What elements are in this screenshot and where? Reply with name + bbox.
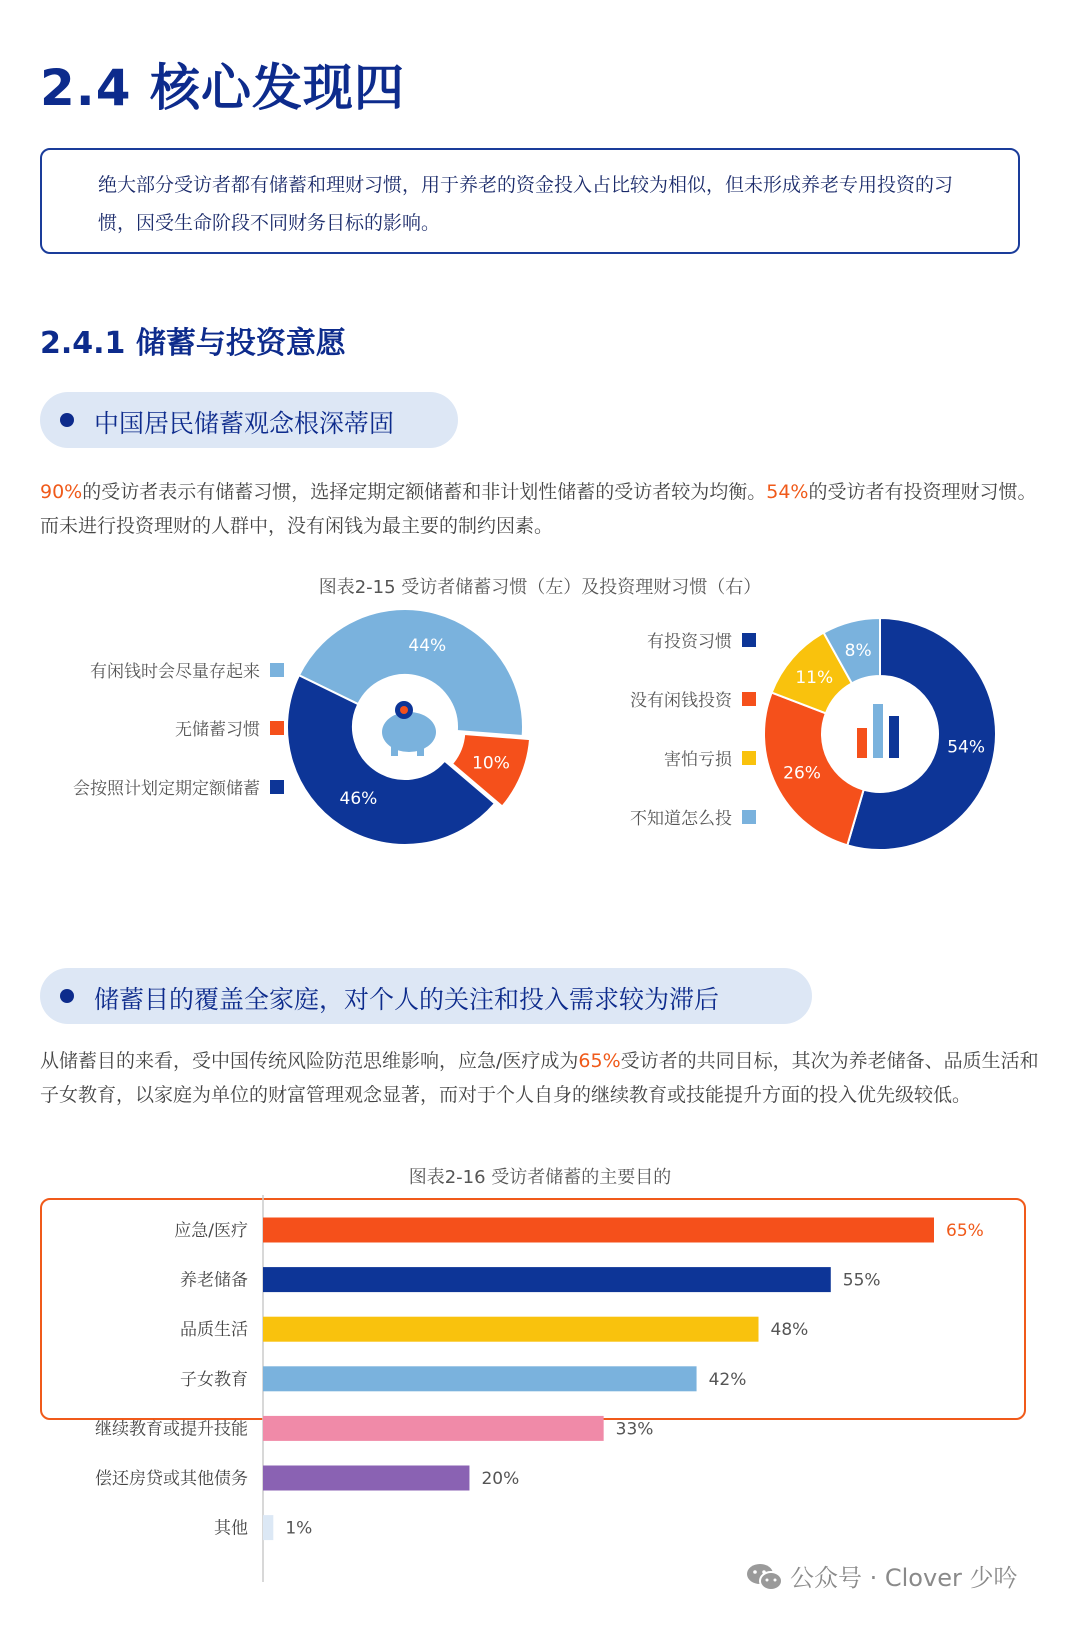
bar-category-label: 继续教育或提升技能 xyxy=(95,1419,248,1440)
wechat-icon xyxy=(746,1562,784,1592)
bar-value-label: 20% xyxy=(481,1469,520,1489)
summary-text: 绝大部分受访者都有储蓄和理财习惯，用于养老的资金投入占比较为相似，但未形成养老专用投资的习惯，因受生命阶段不同财务目标的影响。 xyxy=(98,174,954,234)
section-subtitle: 2.4.1 储蓄与投资意愿 xyxy=(40,326,346,361)
bar xyxy=(263,1515,273,1540)
legend-label: 无储蓄习惯 xyxy=(175,720,260,740)
bar xyxy=(263,1366,697,1391)
bar-category-label: 其他 xyxy=(214,1518,248,1539)
legend-label: 有投资习惯 xyxy=(647,632,732,652)
paragraph-text: 的受访者表示有储蓄习惯，选择定期定额储蓄和非计划性储蓄的受访者较为均衡。 xyxy=(82,481,767,503)
highlight-value: 54% xyxy=(766,481,809,503)
figure-title-2: 图表2-16 受访者储蓄的主要目的 xyxy=(408,1167,672,1188)
bar-value-label: 1% xyxy=(285,1518,313,1539)
bar xyxy=(263,1218,934,1243)
bar-category-label: 品质生活 xyxy=(180,1320,248,1341)
legend-label: 害怕亏损 xyxy=(664,750,732,770)
slice-label: 54% xyxy=(947,737,986,758)
slice-label: 10% xyxy=(472,753,510,774)
legend-swatch xyxy=(270,663,284,677)
pill-label: 中国居民储蓄观念根深蒂固 xyxy=(94,409,395,438)
figure-title-1: 图表2-15 受访者储蓄习惯（左）及投资理财习惯（右） xyxy=(318,577,762,598)
legend-label: 会按照计划定期定额储蓄 xyxy=(73,779,260,799)
legend-swatch xyxy=(270,780,284,794)
slice-label: 44% xyxy=(408,635,447,656)
watermark: 公众号 · Clover 少吟 xyxy=(790,1564,1018,1592)
bar-value-label: 55% xyxy=(842,1270,881,1291)
legend-swatch xyxy=(742,751,756,765)
paragraph-text: 受访者的共同目标，其次为养老储备、品质生活和子女教育，以家庭为单位的财富管理观念显著，而对于个人自身的继续教育或技能提升方面的投入优先级较低。 xyxy=(40,1050,1039,1106)
bar-chart-icon xyxy=(857,704,899,758)
bar-category-label: 子女教育 xyxy=(180,1369,248,1390)
pill-label: 储蓄目的覆盖全家庭，对个人的关注和投入需求较为滞后 xyxy=(94,985,720,1014)
slice-label: 26% xyxy=(783,763,821,784)
page-title: 2.4 核心发现四 xyxy=(40,59,405,117)
bar-category-label: 养老储备 xyxy=(180,1270,248,1291)
paragraph-text: 的受访者有投资理财习惯。而未进行投资理财的人群中，没有闲钱为最主要的制约因素。 xyxy=(40,481,1037,537)
legend-swatch xyxy=(742,692,756,706)
highlight-value: 90% xyxy=(40,481,83,503)
bar-category-label: 应急/医疗 xyxy=(174,1221,248,1241)
paragraph-text: 从储蓄目的来看，受中国传统风险防范思维影响，应急/医疗成为 xyxy=(40,1050,579,1072)
legend-swatch xyxy=(742,810,756,824)
bar xyxy=(263,1416,604,1441)
legend-swatch xyxy=(270,721,284,735)
highlight-value: 65% xyxy=(578,1050,621,1072)
slice-label: 8% xyxy=(844,640,872,661)
bar-value-label: 33% xyxy=(615,1419,654,1440)
slice-label: 46% xyxy=(339,789,378,810)
bar xyxy=(263,1267,831,1292)
bar xyxy=(263,1466,469,1491)
bar-value-label: 65% xyxy=(946,1221,984,1241)
legend-label: 不知道怎么投 xyxy=(630,809,732,829)
legend-label: 有闲钱时会尽量存起来 xyxy=(90,662,260,682)
bar-category-label: 偿还房贷或其他债务 xyxy=(95,1469,248,1489)
bar-value-label: 48% xyxy=(770,1320,809,1341)
legend-swatch xyxy=(742,633,756,647)
bar xyxy=(263,1317,759,1342)
piggy-bank-icon xyxy=(382,701,436,756)
legend-label: 没有闲钱投资 xyxy=(630,691,732,711)
bar-value-label: 42% xyxy=(708,1369,747,1390)
slice-label: 11% xyxy=(795,668,834,689)
